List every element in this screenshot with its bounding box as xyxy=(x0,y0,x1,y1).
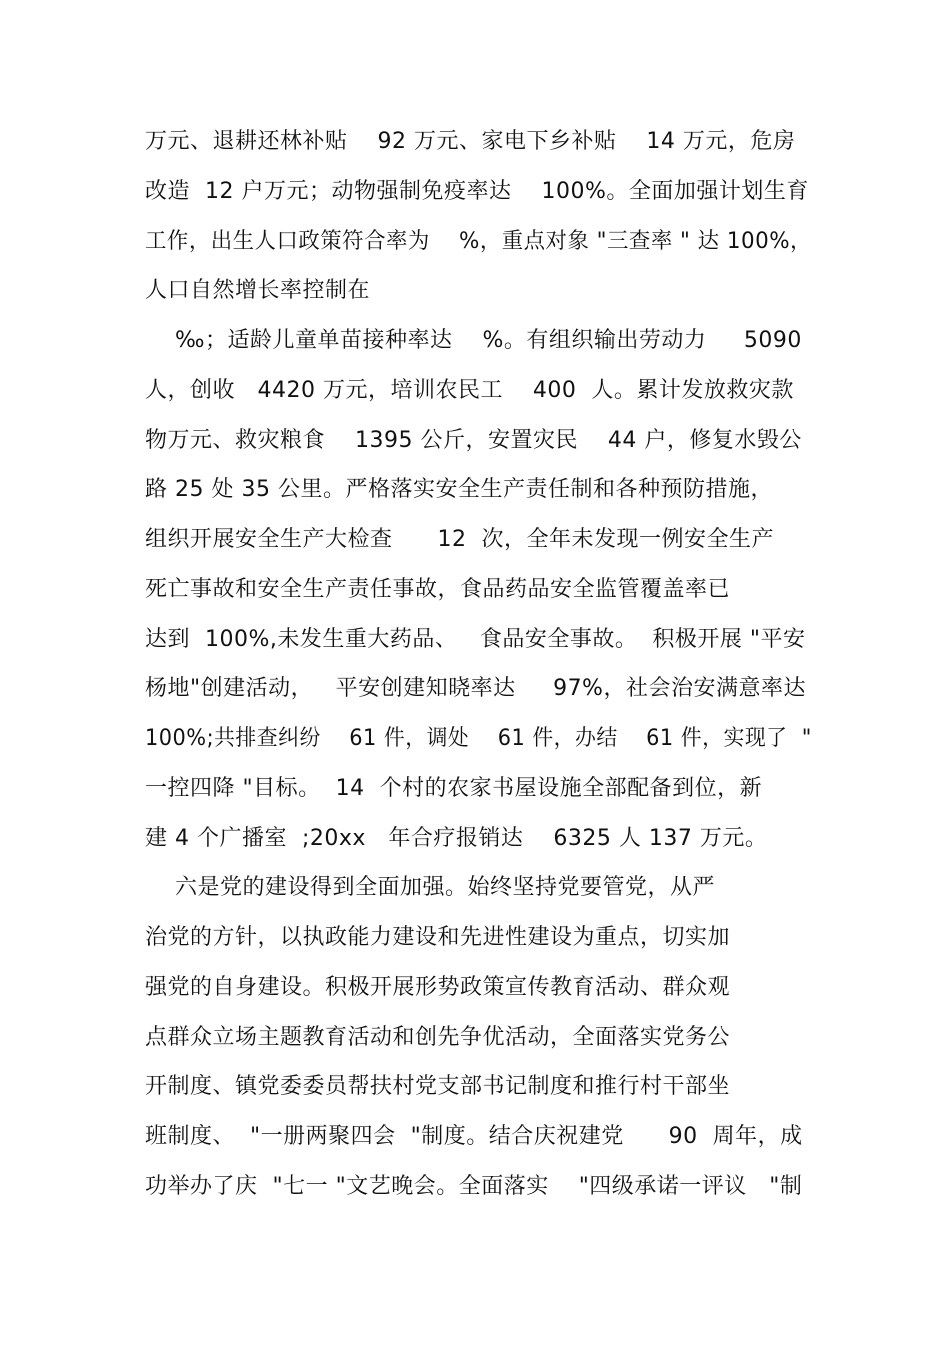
text-line: 班制度、 "一册两聚四会 "制度。结合庆祝建党 90 周年，成 xyxy=(145,1124,803,1149)
text-line: 物万元、救灾粮食 1395 公斤，安置灾民 44 户，修复水毁公 xyxy=(145,428,802,453)
text-line: 建 4 个广播室 ;20xx 年合疗报销达 6325 人 137 万元。 xyxy=(145,826,768,851)
text-line: 改造 12 户万元；动物强制免疫率达 100%。全面加强计划生育 xyxy=(145,179,809,204)
text-line: 死亡事故和安全生产责任事故，食品药品安全监管覆盖率已 xyxy=(145,577,731,602)
text-line: 杨地"创建活动， 平安创建知晓率达 97%，社会治安满意率达 xyxy=(145,676,806,701)
text-line: 功举办了庆 "七一 "文艺晚会。全面落实 "四级承诺一评议 "制 xyxy=(145,1174,803,1199)
text-line: ‰；适龄儿童单苗接种率达 %。有组织输出劳动力 5090 xyxy=(145,328,802,353)
text-line: 人，创收 4420 万元，培训农民工 400 人。累计发放救灾款 xyxy=(145,378,794,403)
text-line: 工作，出生人口政策符合率为 %，重点对象 "三查率 " 达 100%， xyxy=(145,229,812,254)
text-line: 路 25 处 35 公里。严格落实安全生产责任制和各种预防措施， xyxy=(145,477,773,502)
text-line: 一控四降 "目标。 14 个村的农家书屋设施全部配备到位，新 xyxy=(145,776,763,801)
text-line: 组织开展安全生产大检查 12 次，全年未发现一例安全生产 xyxy=(145,527,774,552)
text-line: 强党的自身建设。积极开展形势政策宣传教育活动、群众观 xyxy=(145,975,731,1000)
text-line: 达到 100%,未发生重大药品、 食品安全事故。 积极开展 "平安 xyxy=(145,627,806,652)
text-line: 点群众立场主题教育活动和创先争优活动，全面落实党务公 xyxy=(145,1025,731,1050)
text-line: 万元、退耕还林补贴 92 万元、家电下乡补贴 14 万元，危房 xyxy=(145,129,796,154)
paragraph-start-line: 六是党的建设得到全面加强。始终坚持党要管党，从严 xyxy=(145,875,715,900)
text-line: 100%;共排查纠纷 61 件，调处 61 件，办结 61 件，实现了 " xyxy=(145,726,812,751)
text-line: 人口自然增长率控制在 xyxy=(145,278,371,303)
text-line: 治党的方针，以执政能力建设和先进性建设为重点，切实加 xyxy=(145,925,731,950)
text-line: 开制度、镇党委委员帮扶村党支部书记制度和推行村干部坐 xyxy=(145,1074,731,1099)
